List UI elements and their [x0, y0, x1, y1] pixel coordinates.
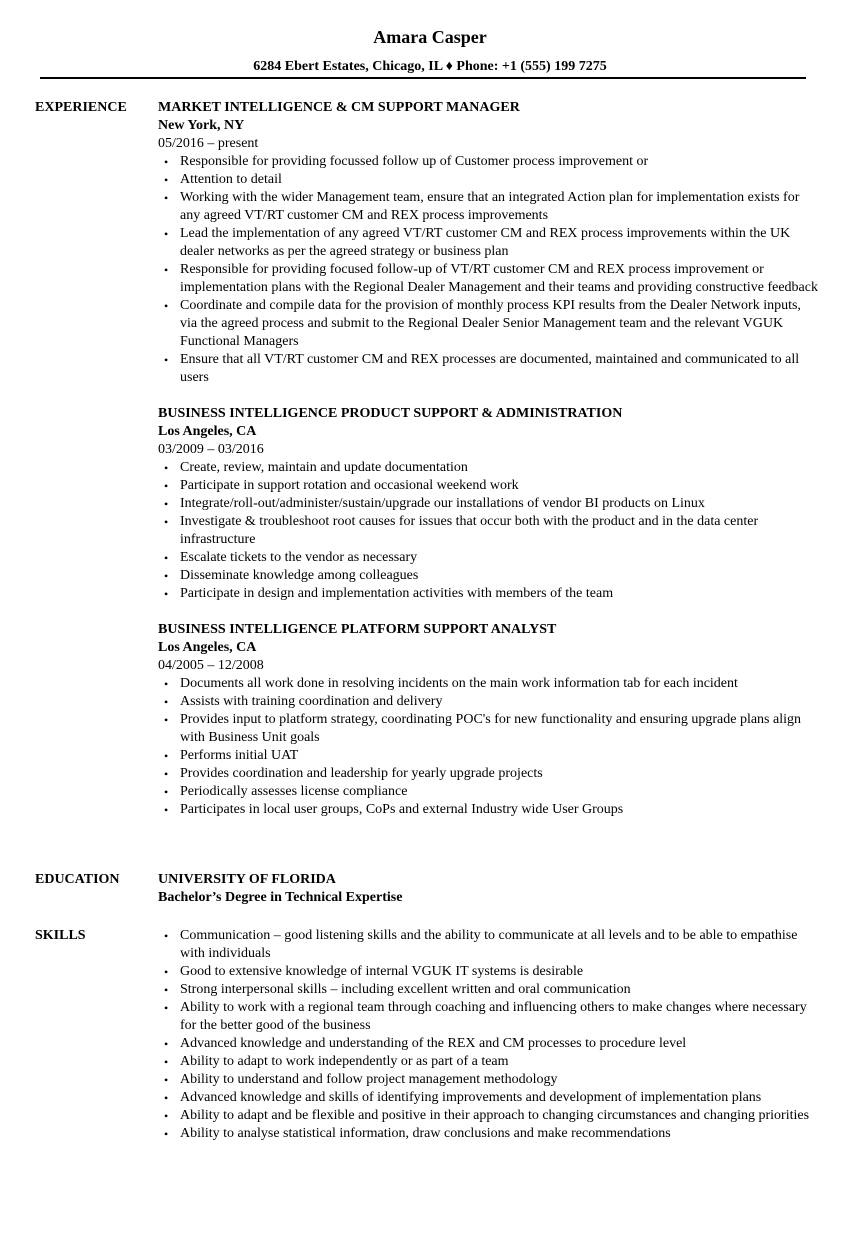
job-dates: 04/2005 – 12/2008 — [158, 658, 264, 673]
job-title: BUSINESS INTELLIGENCE PRODUCT SUPPORT & ADMINISTRATION — [158, 406, 623, 421]
section-label-education: EDUCATION — [35, 872, 120, 887]
job-location: New York, NY — [158, 118, 245, 133]
skill-item: • Ability to adapt and be flexible and positive in their approach to changing circumstances and changing priorities — [158, 1107, 818, 1125]
skill-item: • Ability to adapt to work independently or as part of a team — [158, 1053, 818, 1071]
bullet-item: • Responsible for providing focussed follow up of Customer process improvement or — [158, 153, 818, 171]
bullet-item: • Responsible for providing focused follow-up of VT/RT customer CM and REX process improvement or implementation plans with the Regional Dealer Management and their teams and providing constructive feedback — [158, 261, 818, 297]
skills-list — [158, 927, 818, 1143]
header-divider — [40, 77, 806, 79]
bullet-item: • Create, review, maintain and update documentation — [158, 459, 818, 477]
candidate-name: Amara Casper — [373, 27, 487, 47]
bullet-item: • Attention to detail — [158, 171, 818, 189]
education-body — [158, 871, 818, 907]
job-dates: 03/2009 – 03/2016 — [158, 442, 264, 457]
skill-item: • Good to extensive knowledge of internal VGUK IT systems is desirable — [158, 963, 818, 981]
job-entry — [158, 405, 818, 603]
bullet-item: • Participate in support rotation and occasional weekend work — [158, 477, 818, 495]
bullet-item: • Periodically assesses license compliance — [158, 783, 818, 801]
experience-body — [158, 99, 818, 837]
job-bullets — [158, 675, 818, 819]
skill-item: • Ability to understand and follow project management methodology — [158, 1071, 818, 1089]
bullet-item: • Investigate & troubleshoot root causes for issues that occur both with the product and in the data center infrastructure — [158, 513, 818, 549]
job-entry — [158, 99, 818, 387]
skills-body — [158, 927, 818, 1143]
bullet-item: • Provides input to platform strategy, coordinating POC's for new functionality and ensuring upgrade plans align with Business Unit goals — [158, 711, 818, 747]
skill-item: • Advanced knowledge and skills of identifying improvements and development of implementation plans — [158, 1089, 818, 1107]
bullet-item: • Disseminate knowledge among colleagues — [158, 567, 818, 585]
section-label-skills: SKILLS — [35, 928, 86, 943]
bullet-item: • Lead the implementation of any agreed VT/RT customer CM and REX process improvements within the UK dealer networks as per the agreed strategy or business plan — [158, 225, 818, 261]
contact-line: 6284 Ebert Estates, Chicago, IL ♦ Phone: +1 (555) 199 7275 — [253, 59, 607, 74]
bullet-item: • Provides coordination and leadership for yearly upgrade projects — [158, 765, 818, 783]
job-location: Los Angeles, CA — [158, 424, 257, 439]
education-school: UNIVERSITY OF FLORIDA — [158, 872, 336, 887]
job-bullets — [158, 459, 818, 603]
job-title: BUSINESS INTELLIGENCE PLATFORM SUPPORT ANALYST — [158, 622, 557, 637]
bullet-item: • Documents all work done in resolving incidents on the main work information tab for each incident — [158, 675, 818, 693]
skill-item: • Advanced knowledge and understanding of the REX and CM processes to procedure level — [158, 1035, 818, 1053]
bullet-item: • Escalate tickets to the vendor as necessary — [158, 549, 818, 567]
bullet-item: • Integrate/roll-out/administer/sustain/upgrade our installations of vendor BI products on Linux — [158, 495, 818, 513]
skill-item: • Ability to analyse statistical information, draw conclusions and make recommendations — [158, 1125, 818, 1143]
skill-item: • Strong interpersonal skills – including excellent written and oral communication — [158, 981, 818, 999]
job-bullets — [158, 153, 818, 387]
bullet-item: • Performs initial UAT — [158, 747, 818, 765]
bullet-item: • Working with the wider Management team, ensure that an integrated Action plan for implementation exists for any agreed VT/RT customer CM and REX process improvements — [158, 189, 818, 225]
bullet-item: • Assists with training coordination and delivery — [158, 693, 818, 711]
job-title: MARKET INTELLIGENCE & CM SUPPORT MANAGER — [158, 100, 520, 115]
job-location: Los Angeles, CA — [158, 640, 257, 655]
bullet-item: • Participates in local user groups, CoPs and external Industry wide User Groups — [158, 801, 818, 819]
bullet-item: • Coordinate and compile data for the provision of monthly process KPI results from the Dealer Network inputs, via the agreed process and submit to the Regional Dealer Senior Management team and the relevant VGUK Functional Managers — [158, 297, 818, 351]
skill-item: • Communication – good listening skills and the ability to communicate at all levels and to be able to empathise with individuals — [158, 927, 818, 963]
education-degree: Bachelor’s Degree in Technical Expertise — [158, 890, 403, 905]
job-entry — [158, 621, 818, 819]
bullet-item: • Participate in design and implementation activities with members of the team — [158, 585, 818, 603]
bullet-item: • Ensure that all VT/RT customer CM and REX processes are documented, maintained and communicated to all users — [158, 351, 818, 387]
section-label-experience: EXPERIENCE — [35, 100, 127, 115]
job-dates: 05/2016 – present — [158, 136, 259, 151]
skill-item: • Ability to work with a regional team through coaching and influencing others to make changes where necessary for the better good of the business — [158, 999, 818, 1035]
